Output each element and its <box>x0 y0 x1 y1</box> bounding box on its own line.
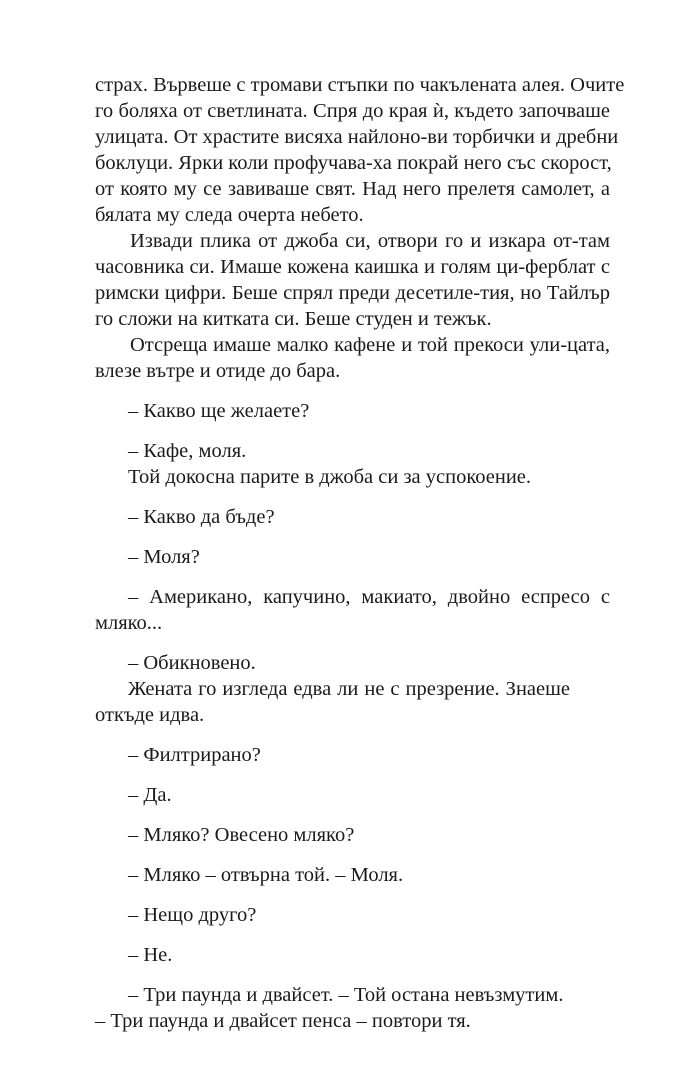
dialogue-line: – Американо, капучино, макиато, двойно еспресо с <box>128 586 610 608</box>
text-line: Жената го изгледа едва ли не с презрение. Знаеше <box>128 678 570 700</box>
text-line: страх. Вървеше с тромави стъпки по чакълената алея. Очите <box>95 74 625 96</box>
text-line: боклуци. Ярки коли профучава-ха покрай него със скорост, <box>95 152 612 174</box>
dialogue-line: – Не. <box>128 944 173 966</box>
dialogue-line: – Кафе, моля. <box>128 440 247 462</box>
text-line: Той докосна парите в джоба си за успокоение. <box>128 466 532 488</box>
dialogue-line: – Мляко? Овесено мляко? <box>128 824 355 846</box>
dialogue-line: – Обикновено. <box>128 652 256 674</box>
dialogue-line: – Филтрирано? <box>128 744 261 766</box>
dialogue-line: – Какво да бъде? <box>128 506 275 528</box>
text-line: Извади плика от джоба си, отвори го и изкара от-там <box>130 230 610 252</box>
dialogue-line: – Нещо друго? <box>128 904 257 926</box>
text-line: бялата му следа очерта небето. <box>95 204 364 226</box>
dialogue-line: – Три паунда и двайсет пенса – повтори тя. <box>95 1010 471 1032</box>
text-line: откъде идва. <box>95 704 205 726</box>
text-line: влезе вътре и отиде до бара. <box>95 360 341 382</box>
dialogue-line: – Да. <box>128 784 172 806</box>
text-line: улицата. От храстите висяха найлоно-ви торбички и дребни <box>95 126 619 148</box>
text-line: часовника си. Имаше кожена каишка и голям ци-ферблат с <box>95 256 610 278</box>
dialogue-line: – Мляко – отвърна той. – Моля. <box>128 864 404 886</box>
dialogue-line: – Три паунда и двайсет. – Той остана невъзмутим. <box>128 984 564 1006</box>
dialogue-line: – Моля? <box>128 546 200 568</box>
text-line: римски цифри. Беше спрял преди десетиле-тия, но Тайлър <box>95 282 610 304</box>
text-line: го сложи на китката си. Беше студен и тежък. <box>95 308 492 330</box>
text-line: от която му се завиваше свят. Над него прелетя самолет, а <box>95 178 610 200</box>
text-line: Отсреща имаше малко кафене и той прекоси ули-цата, <box>130 334 610 356</box>
text-line: мляко... <box>95 612 163 634</box>
dialogue-line: – Какво ще желаете? <box>128 400 310 422</box>
text-line: го боляха от светлината. Спря до края ѝ, където започваше <box>95 100 610 122</box>
